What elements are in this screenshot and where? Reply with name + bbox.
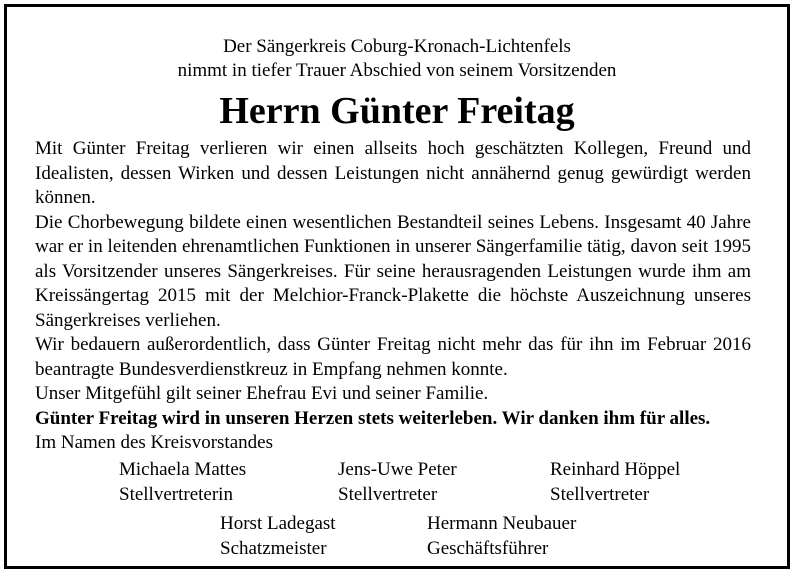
signatory-block [550,457,680,507]
signatory-block [220,511,336,561]
intro-line-1: Der Sängerkreis Coburg-Kronach-Lichtenfels [223,36,571,57]
paragraph-regret: Wir bedauern außerordentlich, dass Günter Freitag nicht mehr das für ihn im Februar 2016 beantragte Bundesverdienstkreuz in Empfang nehmen konnte. [35,334,751,380]
signatory-block [338,457,457,507]
notice-body [35,137,751,456]
signatory-role: Stellvertreter [338,484,438,505]
signatory-name: Horst Ladegast [220,513,336,534]
signatory-role: Schatzmeister [220,538,327,559]
signatory-role: Geschäftsführer [427,538,549,559]
signatory-block [427,511,576,561]
signatory-role: Stellvertreter [550,484,650,505]
intro-line-2: nimmt in tiefer Trauer Abschied von seinem Vorsitzenden [177,60,617,81]
deceased-name: Herrn Günter Freitag [219,90,575,132]
closing-statement: Günter Freitag wird in unseren Herzen stets weiterleben. Wir danken ihm für alles. [35,407,711,429]
signatory-name: Jens-Uwe Peter [338,459,457,480]
signatory-name: Reinhard Höppel [550,459,681,480]
signatory-block [119,457,246,507]
paragraph-condolence: Unser Mitgefühl gilt seiner Ehefrau Evi und seiner Familie. [35,383,489,404]
obituary-notice [4,4,790,569]
on-behalf-line: Im Namen des Kreisvorstandes [35,432,273,453]
signatory-name: Hermann Neubauer [427,513,577,534]
paragraph-biography: Die Chorbewegung bildete einen wesentlichen Bestandteil seines Lebens. Insgesamt 40 Jahre war er in leitenden ehrenamtlichen Funktionen in unserer Sängerfamilie tätig, davon seit 1995 als Vorsitzender unseres Sängerkreises. Für seine herausragenden Leistungen wurde ihm am Kreissängertag 2015 mit der Melchior-Franck-Plakette die höchste Auszeichnung unseres Sängerkreises verliehen. [35,211,751,331]
signatory-role: Stellvertreterin [119,484,233,505]
paragraph-tribute: Mit Günter Freitag verlieren wir einen allseits hoch geschätzten Kollegen, Freund und Idealisten, dessen Wirken und dessen Leistungen nicht annähernd genug gewürdigt werden können. [35,138,751,208]
signatory-name: Michaela Mattes [119,459,247,480]
